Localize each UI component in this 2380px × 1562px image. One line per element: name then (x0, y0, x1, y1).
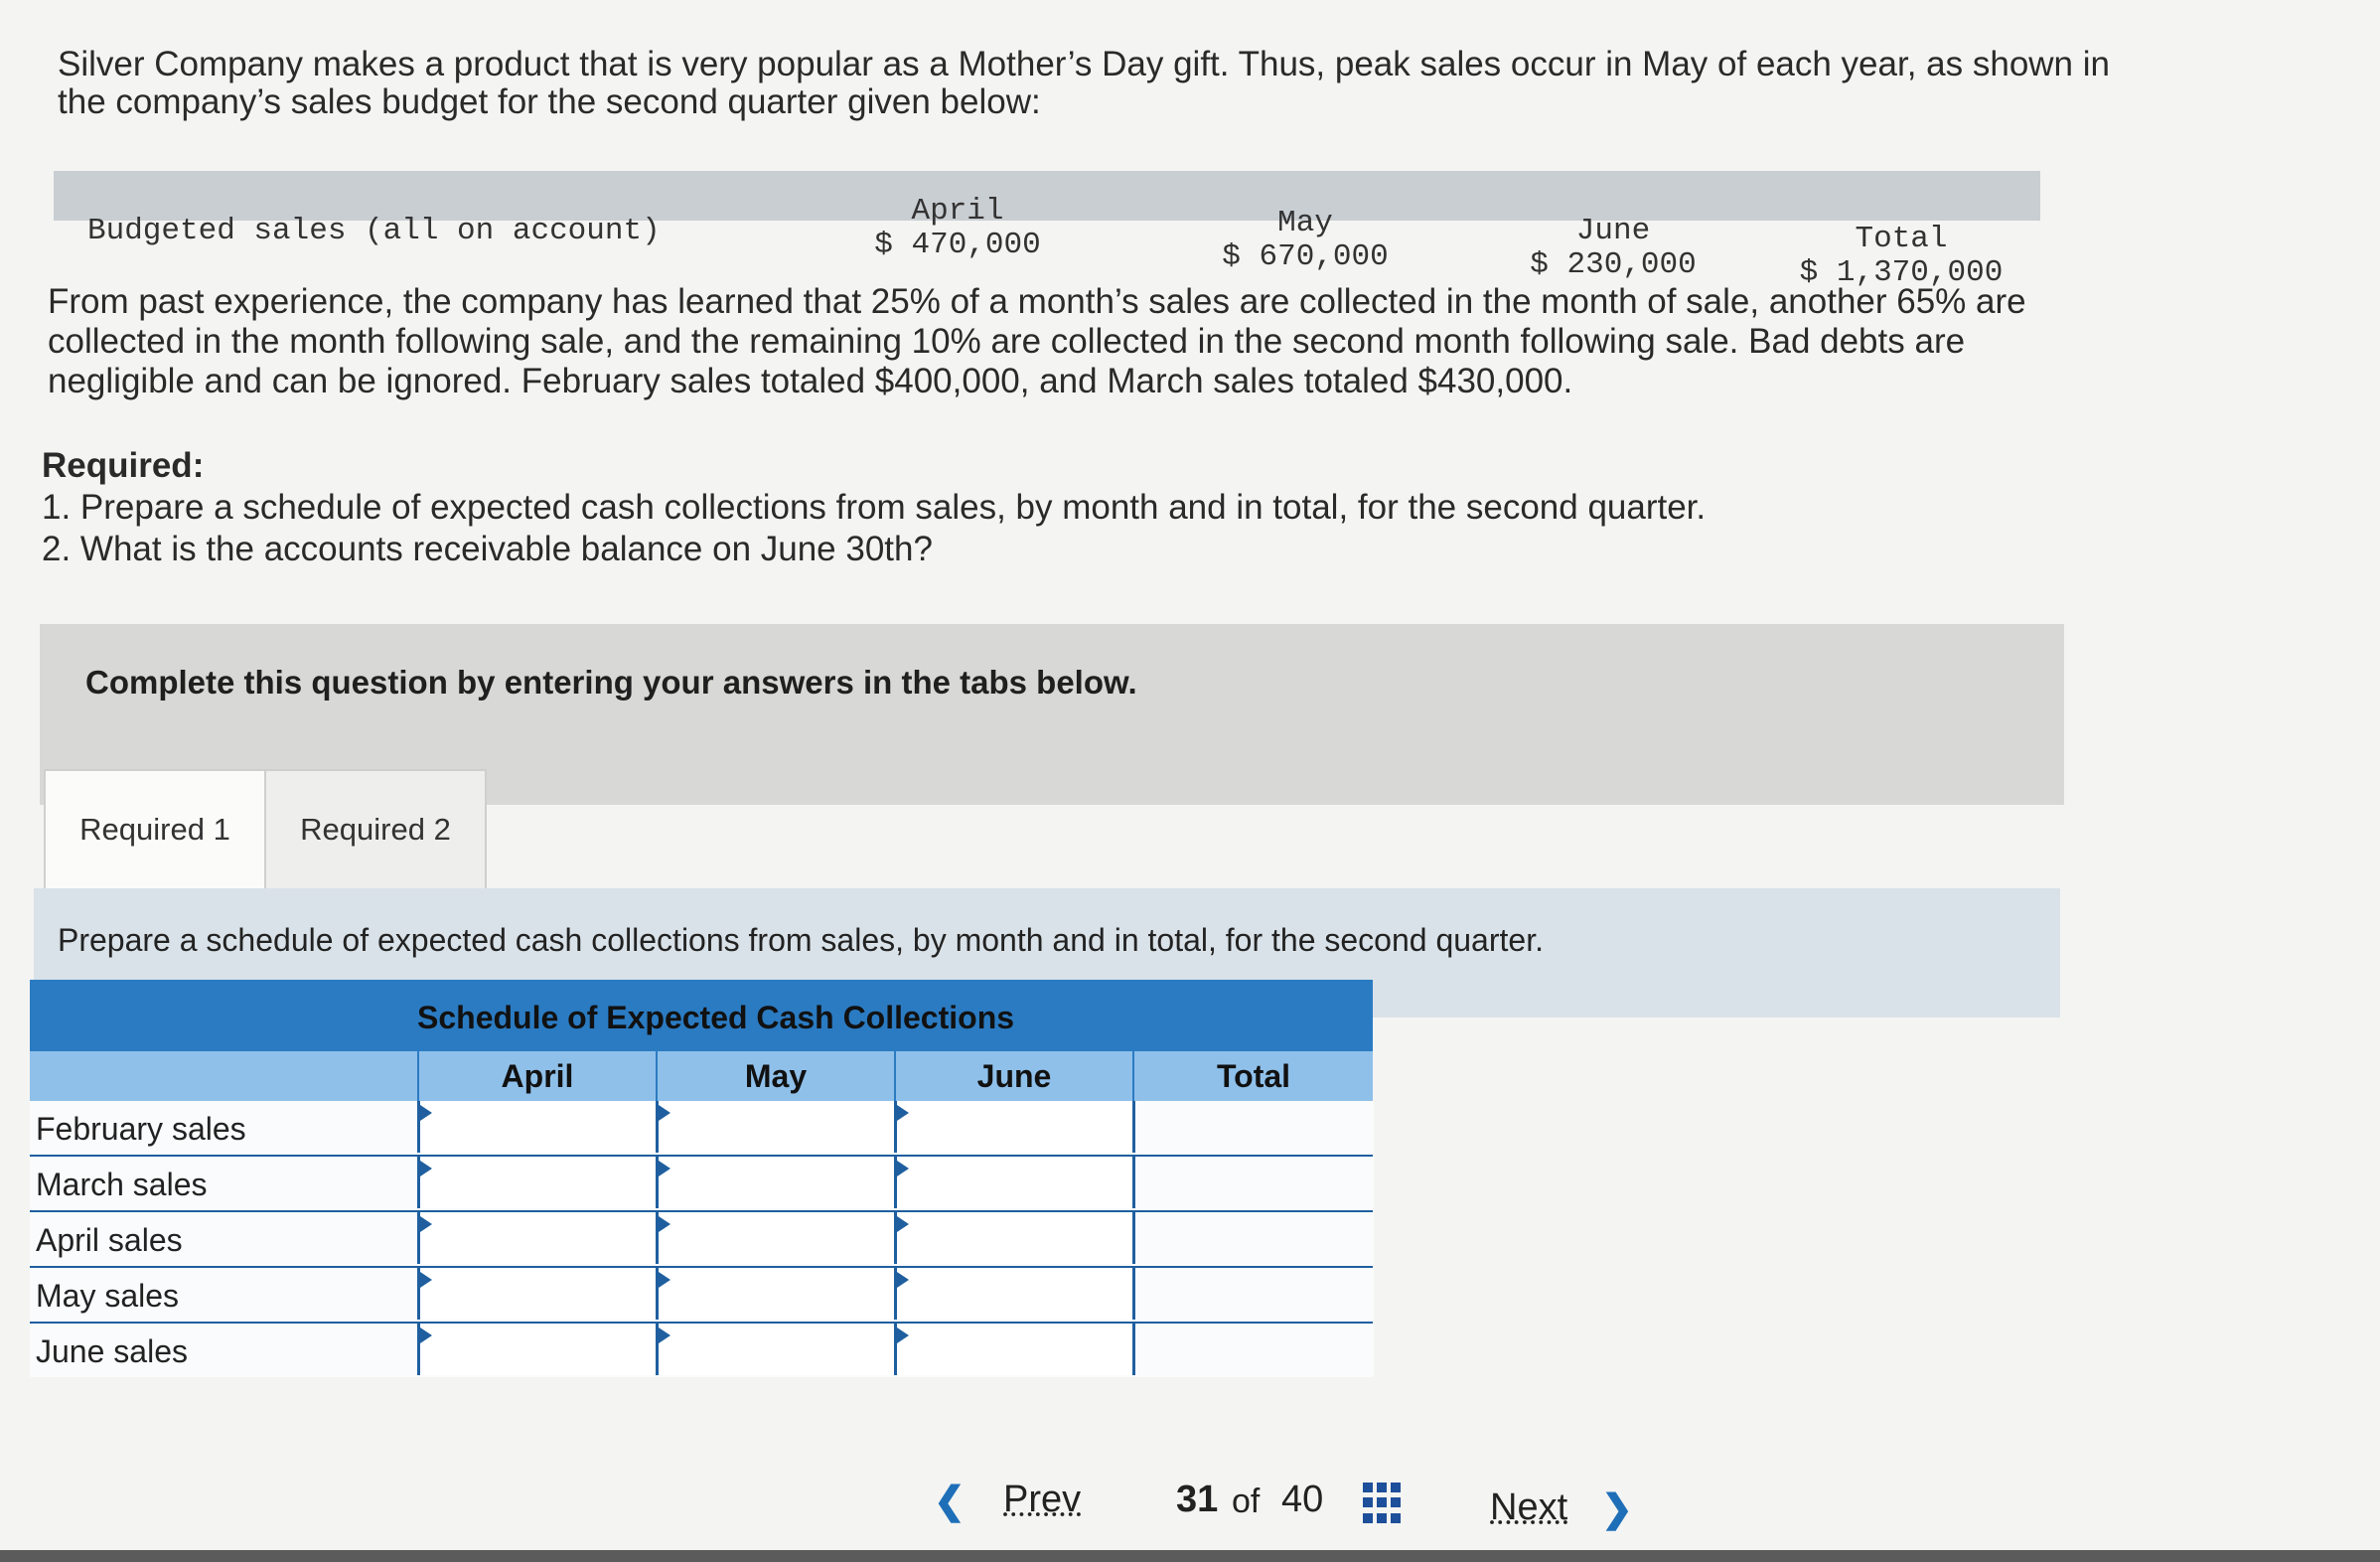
amount-input[interactable] (897, 1101, 1133, 1153)
question-navigation (934, 1469, 1689, 1538)
input-april-april[interactable] (417, 1212, 657, 1264)
collection-pattern-paragraph (48, 282, 2193, 401)
input-marker-icon (420, 1105, 432, 1121)
total-june (1132, 1324, 1374, 1375)
input-march-april[interactable] (417, 1157, 657, 1208)
amount-input[interactable] (897, 1324, 1133, 1375)
amount-input[interactable] (897, 1157, 1133, 1208)
question-grid-icon[interactable] (1363, 1483, 1403, 1524)
input-marker-icon (659, 1161, 670, 1176)
input-may-june[interactable] (894, 1268, 1133, 1320)
budget-month-name: June (1575, 214, 1651, 248)
budget-month-name: April (911, 194, 1004, 229)
column-header-june: June (894, 1051, 1132, 1101)
row-label-june-sales: June sales (36, 1333, 188, 1369)
table-row (30, 1157, 1373, 1212)
input-marker-icon (420, 1328, 432, 1343)
input-marker-icon (659, 1105, 670, 1121)
budget-month-value: $ 470,000 (874, 228, 1041, 262)
input-marker-icon (897, 1161, 909, 1176)
total-may (1132, 1268, 1374, 1320)
input-april-june[interactable] (894, 1212, 1133, 1264)
paragraph-line-1: From past experience, the company has learned that 25% of a month’s sales are collected in the month of sale, another 65% are (48, 282, 2026, 321)
paragraph-line-3: negligible and can be ignored. February sales totaled $400,000, and March sales totaled $430,000. (48, 362, 1573, 400)
amount-input[interactable] (659, 1101, 895, 1153)
total-april (1132, 1212, 1374, 1264)
bottom-edge (0, 1550, 2380, 1562)
input-marker-icon (659, 1328, 670, 1343)
input-april-may[interactable] (656, 1212, 895, 1264)
required-item-2: 2. What is the accounts receivable balance on June 30th? (42, 530, 933, 568)
total-march (1132, 1157, 1374, 1208)
input-marker-icon (897, 1105, 909, 1121)
schedule-header (30, 980, 1373, 1099)
input-february-april[interactable] (417, 1101, 657, 1153)
budget-month-value: $ 670,000 (1222, 239, 1389, 274)
intro-line-1: Silver Company makes a product that is very popular as a Mother’s Day gift. Thus, peak sales occur in May of each year, as shown in (58, 45, 2110, 83)
budget-col-june (1484, 215, 1742, 282)
budget-col-april (828, 195, 1087, 262)
sales-budget-table (54, 171, 2040, 290)
table-row (30, 1101, 1373, 1157)
table-row (30, 1324, 1373, 1377)
input-may-april[interactable] (417, 1268, 657, 1320)
input-marker-icon (659, 1272, 670, 1288)
required-title: Required: (42, 446, 205, 485)
total-february (1132, 1101, 1374, 1153)
required-item-1: 1. Prepare a schedule of expected cash collections from sales, by month and in total, for the second quarter. (42, 488, 1707, 527)
schedule-column-headers (30, 1051, 1373, 1101)
of-label: of (1232, 1483, 1261, 1520)
budget-month-value: $ 230,000 (1530, 247, 1697, 282)
input-marker-icon (420, 1272, 432, 1288)
input-marker-icon (420, 1216, 432, 1232)
required-section (42, 445, 2028, 570)
amount-input[interactable] (420, 1268, 657, 1320)
chevron-right-icon[interactable]: ❯ (1601, 1488, 1633, 1530)
amount-input[interactable] (659, 1324, 895, 1375)
row-label-february-sales: February sales (36, 1111, 246, 1147)
row-label-march-sales: March sales (36, 1167, 208, 1202)
instruction-text: Complete this question by entering your answers in the tabs below. (85, 664, 1137, 701)
total-questions: 40 (1281, 1479, 1324, 1520)
paragraph-line-2: collected in the month following sale, and the remaining 10% are collected in the second month following sale. Bad debts are (48, 322, 1966, 361)
input-march-june[interactable] (894, 1157, 1133, 1208)
schedule-title: Schedule of Expected Cash Collections (417, 1000, 1015, 1035)
amount-input[interactable] (659, 1212, 895, 1264)
problem-intro (58, 46, 2243, 121)
amount-input[interactable] (897, 1268, 1133, 1320)
next-button[interactable]: Next (1490, 1486, 1568, 1528)
amount-input[interactable] (420, 1212, 657, 1264)
table-row (30, 1212, 1373, 1268)
prev-button[interactable]: Prev (1003, 1479, 1082, 1520)
table-row (30, 1268, 1373, 1324)
budget-row-label: Budgeted sales (all on account) (87, 214, 661, 248)
amount-input[interactable] (420, 1101, 657, 1153)
budget-month-value: $ 1,370,000 (1799, 255, 2004, 290)
input-march-may[interactable] (656, 1157, 895, 1208)
input-may-may[interactable] (656, 1268, 895, 1320)
amount-input[interactable] (420, 1324, 657, 1375)
amount-input[interactable] (659, 1268, 895, 1320)
amount-input[interactable] (659, 1157, 895, 1208)
row-label-may-sales: May sales (36, 1278, 180, 1314)
budget-col-may (1176, 207, 1434, 274)
budget-month-name: Total (1855, 222, 1948, 256)
tab-instruction-text: Prepare a schedule of expected cash collections from sales, by month and in total, for the second quarter. (58, 922, 1544, 958)
input-marker-icon (897, 1272, 909, 1288)
input-june-june[interactable] (894, 1324, 1133, 1375)
column-header-may: May (656, 1051, 894, 1101)
input-february-june[interactable] (894, 1101, 1133, 1153)
tab-required-2[interactable]: Required 2 (264, 769, 487, 888)
amount-input[interactable] (420, 1157, 657, 1208)
input-marker-icon (420, 1161, 432, 1176)
input-june-april[interactable] (417, 1324, 657, 1375)
input-marker-icon (897, 1328, 909, 1343)
column-header-april: April (417, 1051, 656, 1101)
input-marker-icon (659, 1216, 670, 1232)
budget-month-name: May (1277, 206, 1333, 240)
input-june-may[interactable] (656, 1324, 895, 1375)
row-label-april-sales: April sales (36, 1222, 183, 1258)
budget-col-total (1762, 223, 2040, 290)
current-question-number: 31 (1176, 1479, 1219, 1520)
amount-input[interactable] (897, 1212, 1133, 1264)
column-header-total: Total (1132, 1051, 1373, 1101)
input-february-may[interactable] (656, 1101, 895, 1153)
input-marker-icon (897, 1216, 909, 1232)
chevron-left-icon[interactable]: ❮ (934, 1481, 966, 1522)
tab-required-1[interactable]: Required 1 (44, 769, 266, 888)
intro-line-2: the company’s sales budget for the second quarter given below: (58, 82, 1041, 121)
